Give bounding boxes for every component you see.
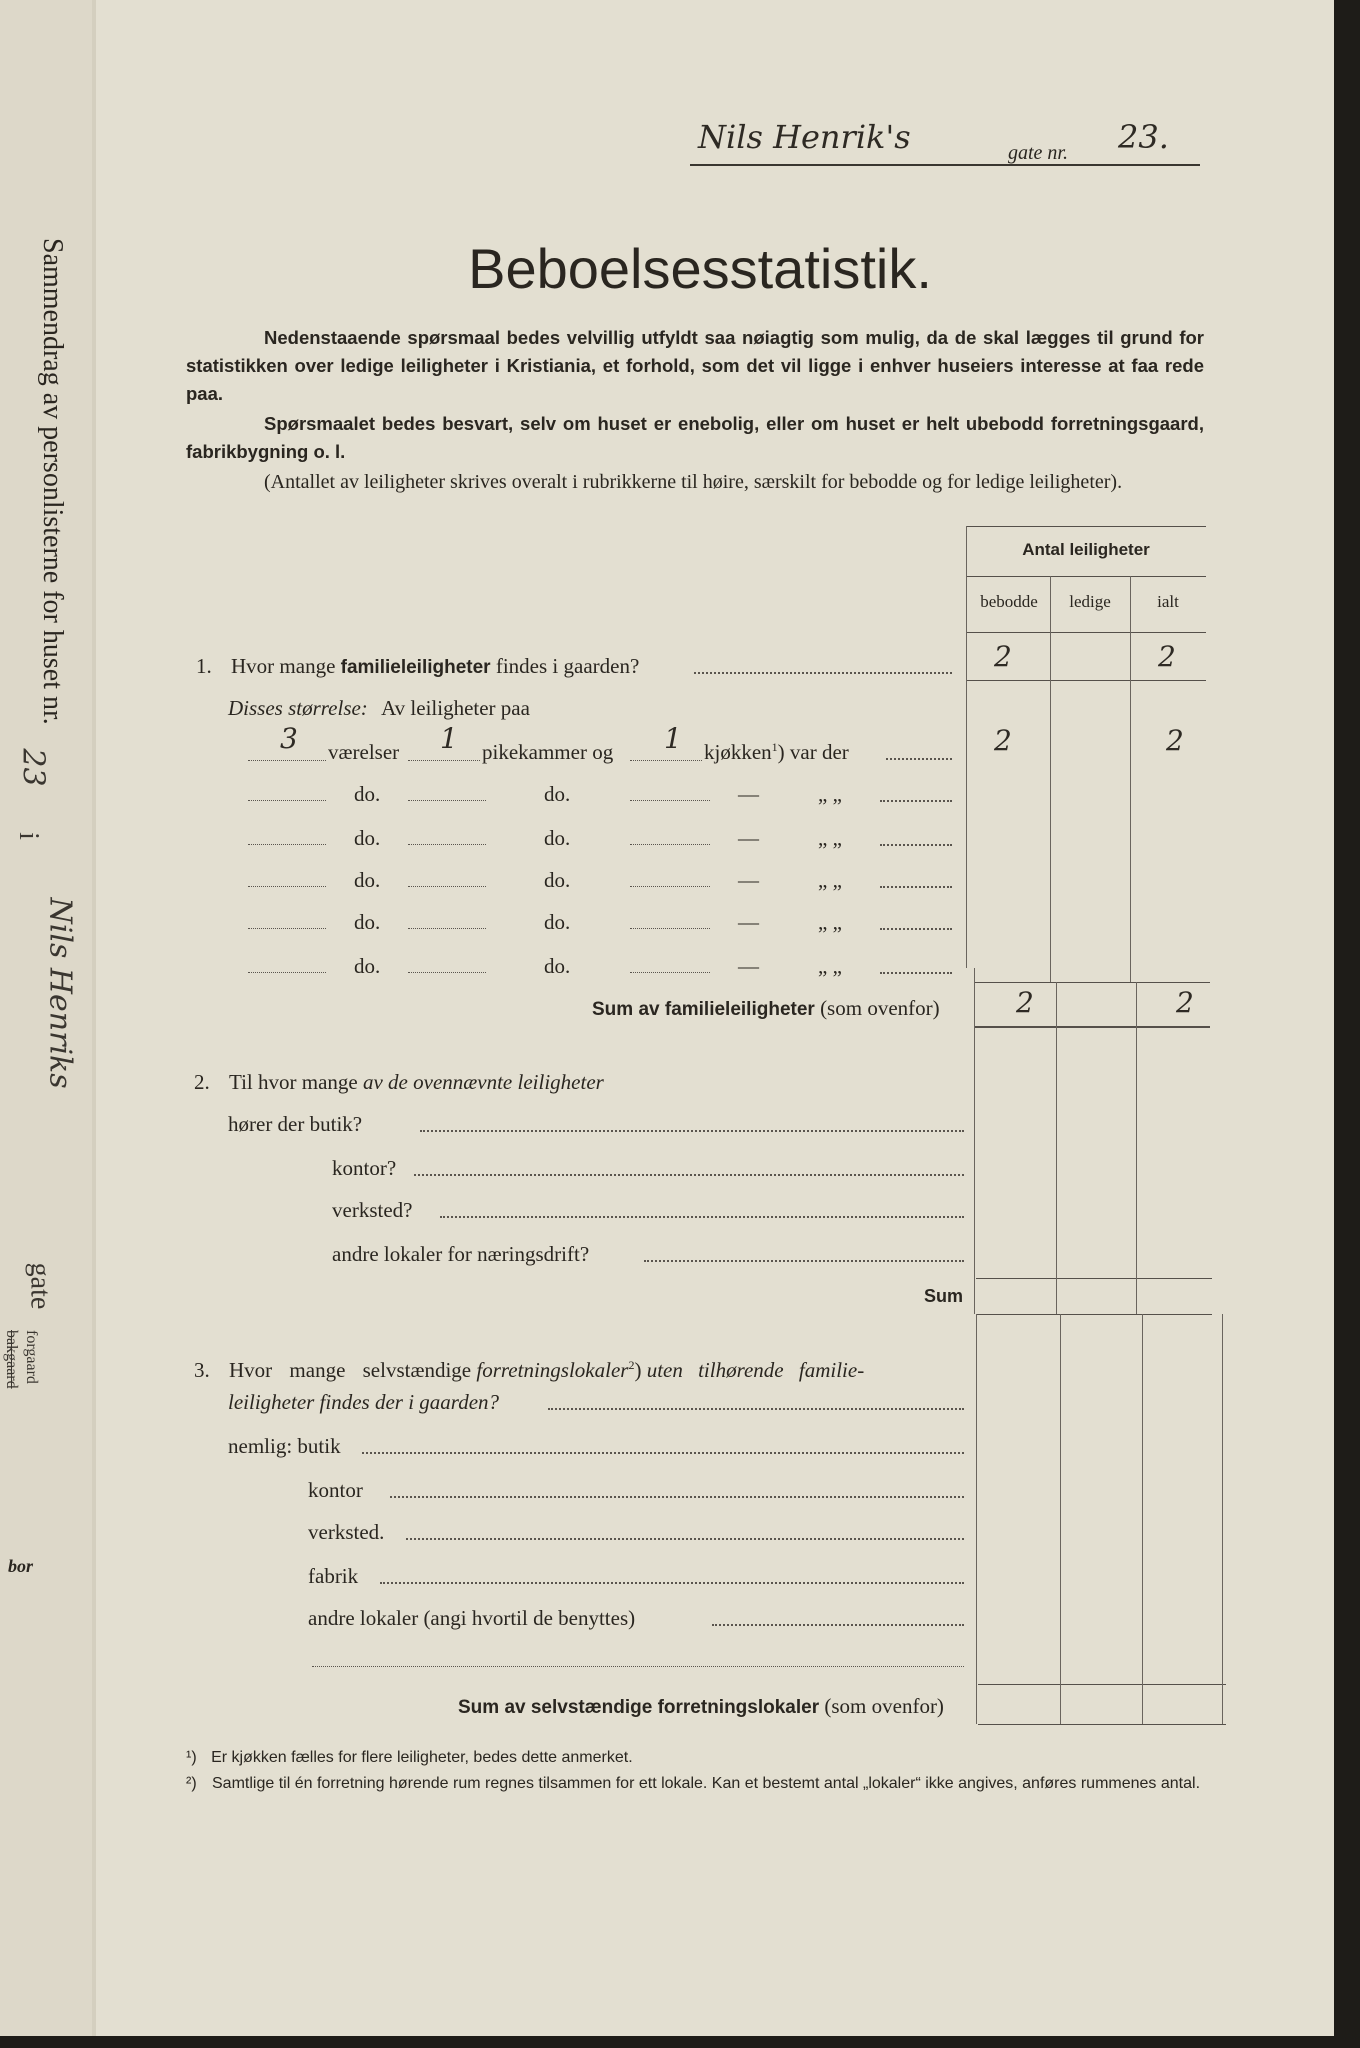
do-label: do. [354, 954, 381, 978]
footnote-1-mark: ¹) [186, 1749, 197, 1766]
leader-dots [548, 1408, 964, 1410]
fill-line [248, 800, 326, 801]
q2-butik: hører der butik? [228, 1112, 363, 1136]
scan-edge-bottom [0, 2036, 1360, 2048]
row1-vaerelser-label: værelser [328, 740, 400, 764]
address-line [690, 118, 1200, 168]
do-label: do. [354, 782, 381, 806]
table-col-rule [966, 526, 967, 968]
footnote-1 [186, 1746, 1208, 1770]
q2-italic: av de ovennævnte leiligheter [362, 1070, 604, 1094]
sidebar-vertical-text [28, 238, 68, 1338]
row1-kjokken-value: 1 [664, 722, 682, 755]
leader-dots [644, 1260, 964, 1262]
leader-dots [880, 928, 952, 930]
fill-line [630, 928, 710, 929]
q3-italic2: uten tilhørende familie- [646, 1358, 865, 1382]
q3-pre: Hvor mange selvstændige [229, 1358, 472, 1382]
q3-andre: andre lokaler (angi hvortil de benyttes) [308, 1606, 636, 1630]
row1-kjokken-label: kjøkken [704, 740, 772, 764]
dash: — [738, 782, 759, 806]
table-col-rule [1050, 576, 1051, 982]
table-col-rule [1222, 1314, 1223, 1724]
do-label: do. [354, 826, 381, 850]
do-label: do. [354, 868, 381, 892]
q2-andre: andre lokaler for næringsdrift? [332, 1242, 590, 1266]
house-number-handwritten: 23. [1118, 118, 1169, 156]
q3-italic1: forretningslokaler [476, 1358, 629, 1382]
table-col-rule [974, 968, 975, 1314]
q1-disses-text: Av leiligheter paa [381, 696, 530, 720]
fill-line [408, 760, 480, 761]
q1-sum-post: (som ovenfor) [820, 996, 940, 1020]
fill-line [630, 972, 710, 973]
ditto-mark: „ „ [818, 826, 842, 850]
intro-paragraph-2: Spørsmaalet bedes besvart, selv om huset er enebolig, eller om huset er helt ubebodd forretningsgaard, fabrikbygning o. l. [186, 413, 1204, 462]
fill-line [312, 1666, 964, 1667]
leader-dots [390, 1496, 964, 1498]
table-col-rule [1130, 576, 1131, 982]
table-row-rule [974, 982, 1210, 983]
table-sum-rule [978, 1724, 1226, 1725]
dash: — [738, 868, 759, 892]
q1-line [196, 654, 639, 679]
fill-line [630, 886, 710, 887]
do-label: do. [544, 782, 571, 806]
fill-line [248, 886, 326, 887]
sidebar-text-gate: gate [24, 1262, 56, 1310]
table-header: Antal leiligheter [1022, 540, 1150, 559]
sidebar-bor: bor [8, 1556, 34, 1576]
intro-paragraph-1: Nedenstaaende spørsmaal bedes velvillig utfyldt saa nøiagtig som mulig, da de skal lægges til grund for statistikken over ledige leiligheter i Kristiania, et forhold, som det vil ligge i enhver huseiers interesse at faa rede paa. [186, 327, 1204, 404]
ditto-mark: „ „ [818, 868, 842, 892]
ditto-mark: „ „ [818, 954, 842, 978]
table-col-rule [1060, 1314, 1061, 1724]
leader-dots [880, 844, 952, 846]
table-col-rule [1136, 982, 1137, 1314]
fill-line [408, 800, 486, 801]
address-underline [690, 164, 1200, 166]
footnote-2-text: Samtlige til én forretning hørende rum regnes tilsammen for ett lokale. Kan et bestemt antal „lokaler“ ikke angives, anføres rummenes antal. [212, 1775, 1201, 1792]
q3-sum-line [458, 1694, 944, 1719]
q1-pre: Hvor mange [231, 654, 336, 678]
ditto-mark: „ „ [818, 782, 842, 806]
q1-sum-bebodde: 2 [1016, 986, 1034, 1019]
q1-post: findes i gaarden? [495, 654, 640, 678]
sidebar-text-i: i [12, 832, 44, 840]
q3-number: 3. [194, 1358, 210, 1382]
do-label: do. [544, 826, 571, 850]
leader-dots [440, 1216, 964, 1218]
q3-sum-post: (som ovenfor) [824, 1694, 944, 1718]
q1-sum-line [592, 996, 940, 1021]
row1-vaerelser-value: 3 [280, 722, 298, 755]
table-col-rule [1056, 982, 1057, 1314]
fill-line [408, 972, 486, 973]
q3-sum-label: Sum av selvstændige forretningslokaler [458, 1697, 820, 1718]
q3-kontor: kontor [308, 1478, 363, 1502]
leader-dots [362, 1452, 964, 1454]
leader-dots [414, 1174, 964, 1176]
do-label: do. [544, 954, 571, 978]
leader-dots [694, 672, 952, 674]
address-label: gate nr. [1008, 142, 1068, 164]
col-bebodde: bebodde [980, 592, 1038, 611]
table-sum-rule [974, 1026, 1210, 1028]
col-ialt: ialt [1157, 592, 1179, 611]
leader-dots [886, 758, 952, 760]
q3-line2 [228, 1390, 499, 1415]
ditto-mark: „ „ [818, 910, 842, 934]
do-label: do. [544, 910, 571, 934]
q1-bebodde-value: 2 [994, 640, 1012, 673]
sidebar-text: Sammendrag av personlisterne for huset nr. [37, 238, 68, 725]
q1-sum-ialt: 2 [1176, 986, 1194, 1019]
q3-verksted: verksted. [308, 1520, 385, 1544]
leader-dots [880, 972, 952, 974]
footnote-2-mark: ²) [186, 1775, 197, 1792]
footnote-2 [186, 1772, 1208, 1796]
fill-line [408, 886, 486, 887]
leader-dots [406, 1538, 964, 1540]
table-row-rule [976, 1278, 1212, 1279]
leader-dots [880, 800, 952, 802]
street-name-handwritten: Nils Henrik's [698, 118, 911, 156]
q1-disses-line [228, 696, 530, 721]
table-sum-rule [976, 1314, 1212, 1315]
q1-bold: familieleiligheter [340, 657, 491, 678]
dash: — [738, 954, 759, 978]
table-subheader-rule [966, 632, 1206, 633]
fill-line [248, 844, 326, 845]
scan-edge-right [1334, 0, 1360, 2048]
q1-ialt-value: 2 [1158, 640, 1176, 673]
dash: — [738, 910, 759, 934]
q3-nemlig-butik: nemlig: butik [228, 1434, 341, 1458]
fill-line [408, 928, 486, 929]
q2-line [194, 1070, 604, 1095]
fill-line [248, 760, 326, 761]
footnote-1-text: Er kjøkken fælles for flere leiligheter, bedes dette anmerket. [211, 1749, 633, 1766]
q2-verksted: verksted? [332, 1198, 413, 1222]
sidebar-street-name: Nils Henriks [42, 897, 78, 1089]
row1-pikekammer-value: 1 [440, 722, 458, 755]
q3-fabrik: fabrik [308, 1564, 359, 1588]
fill-line [248, 972, 326, 973]
table-col-rule [976, 1314, 977, 1724]
dash: — [738, 826, 759, 850]
row1-pikekammer-label: pikekammer og [482, 740, 614, 764]
q3-line1: 3. Hvor mange selvstændige forretningslokaler$^2$) uten tilhørende familie- [194, 1358, 865, 1382]
footnote-ref: 1 [771, 740, 778, 754]
table-col-rule [1142, 1314, 1143, 1724]
leader-dots [380, 1582, 964, 1584]
leader-dots [420, 1130, 964, 1132]
row1-bebodde-value: 2 [994, 724, 1012, 757]
q2-pre: Til hvor mange [229, 1070, 358, 1094]
leader-dots [712, 1624, 964, 1626]
do-label: do. [354, 910, 381, 934]
q1-sum-label: Sum av familieleiligheter [592, 999, 815, 1020]
footnote-ref: 2 [628, 1358, 635, 1372]
table-top-rule [966, 526, 1206, 527]
sidebar-bakgaard: bakgaard [3, 1330, 20, 1389]
q1-disses-label: Disses størrelse: [228, 696, 368, 720]
table-row-rule [978, 1684, 1226, 1685]
fill-line [408, 844, 486, 845]
row1-ialt-value: 2 [1166, 724, 1184, 757]
intro-paragraph-3: (Antallet av leiligheter skrives overalt i rubrikkerne til høire, særskilt for bebodde og for ledige leiligheter). [264, 471, 1123, 493]
q2-kontor: kontor? [332, 1156, 397, 1180]
q2-sum: Sum [924, 1286, 964, 1306]
q3-line2-text: leiligheter findes der i gaarden? [228, 1390, 500, 1414]
page-title: Beboelsesstatistik. [468, 237, 932, 300]
col-ledige: ledige [1069, 592, 1111, 611]
page-fold [92, 0, 96, 2048]
fill-line [630, 844, 710, 845]
leader-dots [880, 886, 952, 888]
do-label: do. [544, 868, 571, 892]
table-header-rule [966, 576, 1206, 577]
fill-line [630, 800, 710, 801]
table-row-rule [966, 680, 1206, 681]
q2-number: 2. [194, 1070, 210, 1094]
fill-line [630, 760, 702, 761]
sidebar-forgaard: forgaard [23, 1330, 40, 1384]
row1-var-der: ) var der [777, 740, 849, 764]
sidebar-house-number: 23 [15, 748, 51, 787]
row1-kjokken-line [704, 740, 849, 765]
fill-line [248, 928, 326, 929]
q1-number: 1. [196, 654, 212, 678]
